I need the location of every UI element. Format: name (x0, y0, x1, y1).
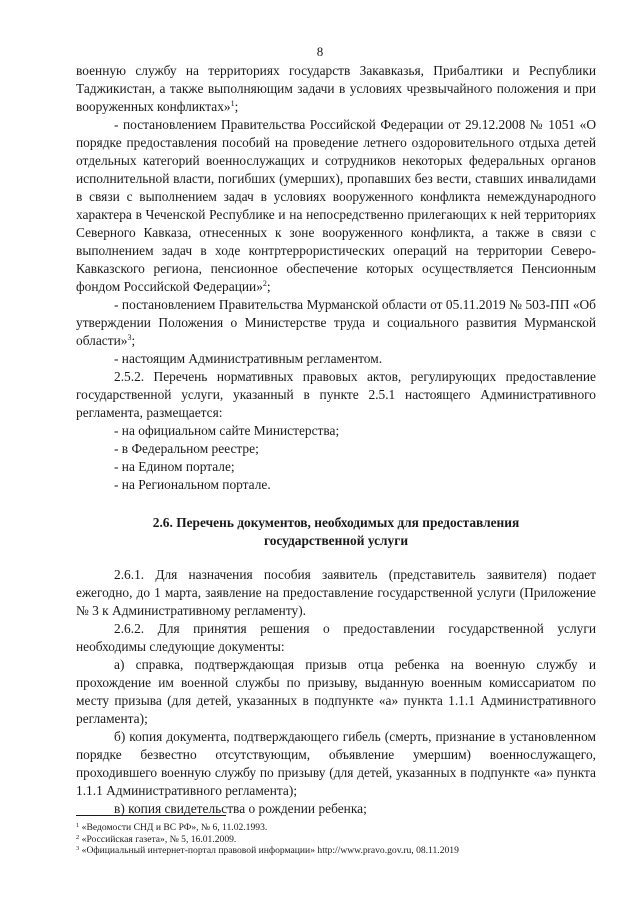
list-item: б) копия документа, подтверждающего гибель (смерть, признание в установленном порядке безвестно отсутствующим, объявление умершим) военнослужащего, проходившего военную службу по призыву (для детей, указанных в подпункте «а» пункта 1.1.1 Административного регламента); (76, 729, 596, 798)
footnote-ref: 1 (230, 99, 235, 108)
paragraph: военную службу на территориях государств Закавказья, Прибалтики и Республики Таджикистан, а также выполняющим задачи в условиях чрезвычайного положения и при вооруженных конфликтах»$^1$; (76, 63, 596, 114)
paragraph: - настоящим Административным регламентом. (114, 351, 383, 366)
paragraph: - постановлением Правительства Мурманской области от 05.11.2019 № 503-ПП «Об утверждении Положения о Министерстве труда и социального развития Мурманской области»$^3$; (76, 297, 596, 348)
list-item: - на Едином портале; (114, 459, 235, 474)
list-item: а) справка, подтверждающая призыв отца ребенка на военную службу и прохождение им военной службы по призыву, выданную военным комиссариатом по месту призыва (для детей, указанных в подпункте «а» пункта 1.1.1 Административного регламента); (76, 657, 596, 726)
footnote-ref: 2 (262, 279, 267, 288)
footnote-separator (76, 815, 226, 816)
list-item: - на Региональном портале. (114, 477, 271, 492)
paragraph: 2.6.1. Для назначения пособия заявитель (представитель заявителя) подает ежегодно, до 1 марта, заявление на предоставление государственной услуги (Приложение № 3 к Административному регламенту). (76, 567, 596, 618)
list-item: - на официальном сайте Министерства; (114, 423, 340, 438)
footnote: $^2$ «Российская газета», № 5, 16.01.2009. (76, 833, 237, 845)
section-heading-line: государственной услуги (263, 533, 409, 548)
paragraph: 2.6.2. Для принятия решения о предоставлении государственной услуги необходимы следующие документы: (76, 621, 596, 654)
section-heading (76, 514, 596, 550)
page-number: 8 (316, 44, 324, 59)
list-item: - в Федеральном реестре; (114, 441, 259, 456)
footnote: $^1$ «Ведомости СНД и ВС РФ», № 6, 11.02.1993. (76, 822, 268, 833)
footnote: $^3$ «Официальный интернет-портал правовой информации» http://www.pravo.gov.ru, 08.11.2019 (76, 845, 459, 856)
paragraph: - постановлением Правительства Российской Федерации от 29.12.2008 № 1051 «О порядке предоставления пособий на проведение летнего оздоровительного отдыха детей отдельных категорий военнослужащих и сотрудников некоторых федеральных органов исполнительной власти, погибших (умерших), пропавших без вести, ставших инвалидами в связи с выполнением задач в условиях вооруженного конфликта немеждународного характера в Чеченской Республике и на непосредственно прилегающих к ней территориях Северного Кавказа, отнесенных к зоне вооруженного конфликта, а также в связи с выполнением задач в ходе контртеррористических операций на территории Северо- Кавказского региона, пенсионное обеспечение которых осуществляется Пенсионным фондом Российской Федерации»$^2$; (76, 117, 596, 294)
list-item: в) копия свидетельства о рождении ребенка; (114, 801, 367, 816)
paragraph: 2.5.2. Перечень нормативных правовых актов, регулирующих предоставление государственной услуги, указанный в пункте 2.5.1 настоящего Административного регламента, размещается: (76, 369, 596, 420)
footnote-ref: 3 (127, 333, 132, 342)
footnotes (76, 815, 596, 857)
document-body (76, 62, 596, 818)
section-heading-line: 2.6. Перечень документов, необходимых для предоставления (152, 515, 520, 530)
